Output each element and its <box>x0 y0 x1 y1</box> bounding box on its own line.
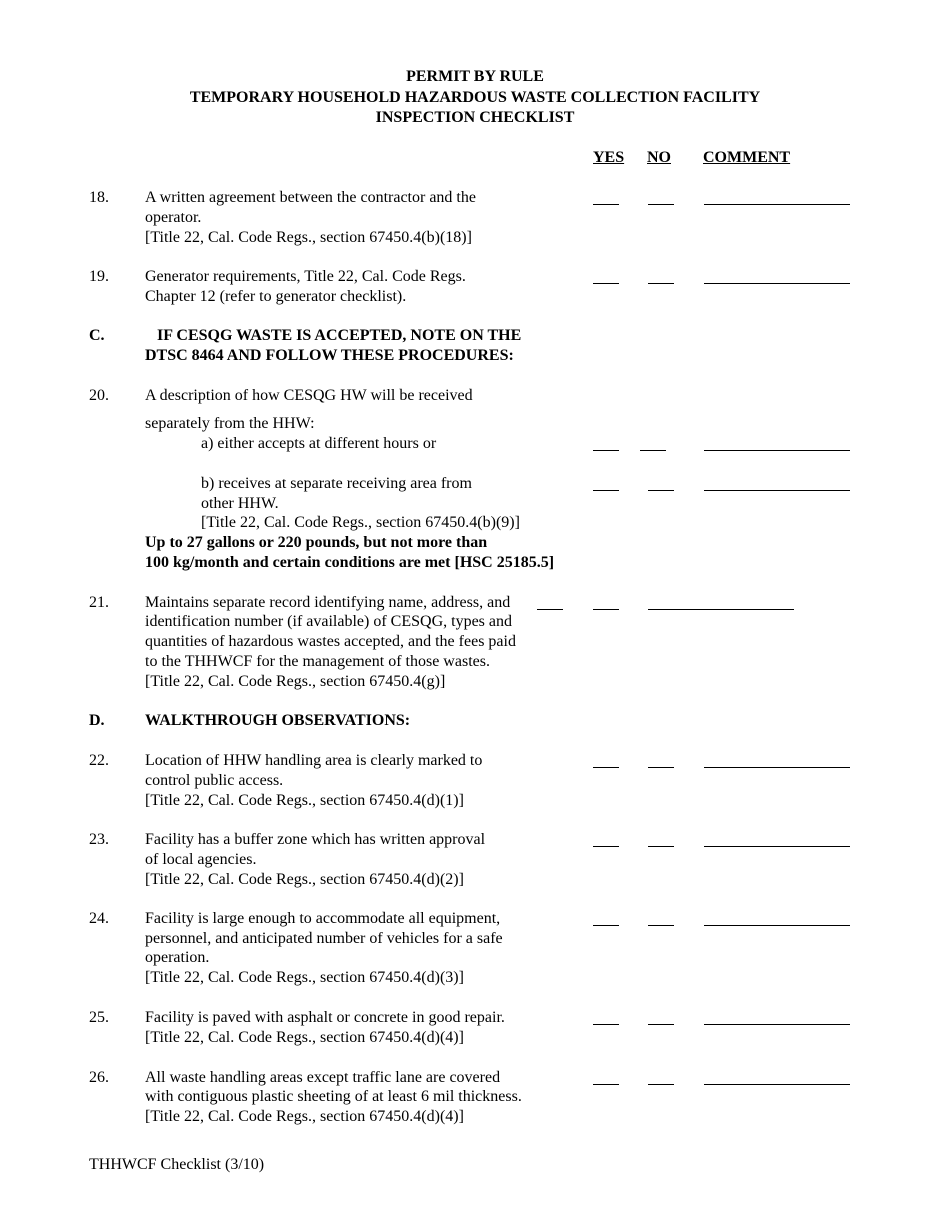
comment-blank[interactable] <box>704 282 850 284</box>
item-text: personnel, and anticipated number of vehicles for a safe <box>145 930 503 947</box>
no-blank[interactable] <box>648 845 674 847</box>
yes-blank[interactable] <box>593 845 619 847</box>
section-heading: IF CESQG WASTE IS ACCEPTED, NOTE ON THE <box>157 327 522 344</box>
item-citation: [Title 22, Cal. Code Regs., section 67450.4(d)(1)] <box>145 792 464 809</box>
item-text: of local agencies. <box>145 851 257 868</box>
section-letter: C. <box>89 327 105 344</box>
yes-blank[interactable] <box>593 203 619 205</box>
no-blank[interactable] <box>593 608 619 610</box>
item-citation: [Title 22, Cal. Code Regs., section 67450.4(b)(9)] <box>201 514 520 531</box>
section-heading: DTSC 8464 AND FOLLOW THESE PROCEDURES: <box>145 347 514 364</box>
yes-blank[interactable] <box>593 766 619 768</box>
item-text: operator. <box>145 209 202 226</box>
item-text: quantities of hazardous wastes accepted, and the fees paid <box>145 633 516 650</box>
header-subtitle: TEMPORARY HOUSEHOLD HAZARDOUS WASTE COLLECTION FACILITY <box>189 89 761 106</box>
item-option-b: other HHW. <box>201 495 279 512</box>
no-blank[interactable] <box>648 924 674 926</box>
no-blank[interactable] <box>648 766 674 768</box>
item-number: 19. <box>89 268 109 285</box>
yes-blank[interactable] <box>593 1023 619 1025</box>
column-no: NO <box>647 149 671 166</box>
item-note: 100 kg/month and certain conditions are met [HSC 25185.5] <box>145 554 555 571</box>
item-citation: [Title 22, Cal. Code Regs., section 67450.4(b)(18)] <box>145 229 472 246</box>
item-text: Facility has a buffer zone which has written approval <box>145 831 486 848</box>
comment-blank[interactable] <box>704 1083 850 1085</box>
item-text: A written agreement between the contractor and the <box>145 189 476 206</box>
comment-blank[interactable] <box>704 924 850 926</box>
item-number: 20. <box>89 387 109 404</box>
yes-blank[interactable] <box>593 449 619 451</box>
item-option-a: a) either accepts at different hours or <box>201 435 437 452</box>
item-citation: [Title 22, Cal. Code Regs., section 67450.4(d)(2)] <box>145 871 464 888</box>
section-heading: WALKTHROUGH OBSERVATIONS: <box>145 712 411 729</box>
no-blank[interactable] <box>648 282 674 284</box>
comment-blank[interactable] <box>704 489 850 491</box>
no-blank[interactable] <box>648 489 674 491</box>
item-number: 22. <box>89 752 109 769</box>
yes-blank[interactable] <box>593 489 619 491</box>
item-number: 18. <box>89 189 109 206</box>
item-number: 23. <box>89 831 109 848</box>
item-option-b: b) receives at separate receiving area from <box>201 475 472 492</box>
item-text: control public access. <box>145 772 284 789</box>
no-blank[interactable] <box>648 1083 674 1085</box>
item-text: separately from the HHW: <box>145 415 315 432</box>
item-text: operation. <box>145 949 210 966</box>
item-number: 25. <box>89 1009 109 1026</box>
header-checklist-title: INSPECTION CHECKLIST <box>375 109 575 126</box>
column-comment: COMMENT <box>703 149 791 166</box>
page-footer: THHWCF Checklist (3/10) <box>89 1156 265 1173</box>
item-citation: [Title 22, Cal. Code Regs., section 67450.4(g)] <box>145 673 446 690</box>
item-text: Chapter 12 (refer to generator checklist). <box>145 288 407 305</box>
column-yes: YES <box>593 149 625 166</box>
item-text: Maintains separate record identifying name, address, and <box>145 594 511 611</box>
yes-blank[interactable] <box>593 924 619 926</box>
item-text: Location of HHW handling area is clearly marked to <box>145 752 483 769</box>
item-text: to the THHWCF for the management of those wastes. <box>145 653 490 670</box>
yes-blank[interactable] <box>593 1083 619 1085</box>
item-note: Up to 27 gallons or 220 pounds, but not more than <box>145 534 488 551</box>
header-title: PERMIT BY RULE <box>406 68 544 85</box>
item-number: 24. <box>89 910 109 927</box>
item-text: Facility is large enough to accommodate all equipment, <box>145 910 501 927</box>
item-text: Facility is paved with asphalt or concrete in good repair. <box>145 1009 505 1026</box>
item-citation: [Title 22, Cal. Code Regs., section 67450.4(d)(4)] <box>145 1108 464 1125</box>
comment-blank[interactable] <box>648 608 794 610</box>
yes-blank[interactable] <box>593 282 619 284</box>
yes-blank[interactable] <box>537 608 563 610</box>
item-text: All waste handling areas except traffic lane are covered <box>145 1069 501 1086</box>
item-text: Generator requirements, Title 22, Cal. Code Regs. <box>145 268 466 285</box>
item-text: A description of how CESQG HW will be received <box>145 387 473 404</box>
comment-blank[interactable] <box>704 845 850 847</box>
item-text: identification number (if available) of CESQG, types and <box>145 613 513 630</box>
no-blank[interactable] <box>648 203 674 205</box>
no-blank[interactable] <box>648 1023 674 1025</box>
comment-blank[interactable] <box>704 449 850 451</box>
item-citation: [Title 22, Cal. Code Regs., section 67450.4(d)(3)] <box>145 969 464 986</box>
item-number: 26. <box>89 1069 109 1086</box>
comment-blank[interactable] <box>704 1023 850 1025</box>
item-text: with contiguous plastic sheeting of at least 6 mil thickness. <box>145 1088 522 1105</box>
section-letter: D. <box>89 712 105 729</box>
comment-blank[interactable] <box>704 203 850 205</box>
item-citation: [Title 22, Cal. Code Regs., section 67450.4(d)(4)] <box>145 1029 464 1046</box>
item-number: 21. <box>89 594 109 611</box>
comment-blank[interactable] <box>704 766 850 768</box>
no-blank[interactable] <box>640 449 666 451</box>
